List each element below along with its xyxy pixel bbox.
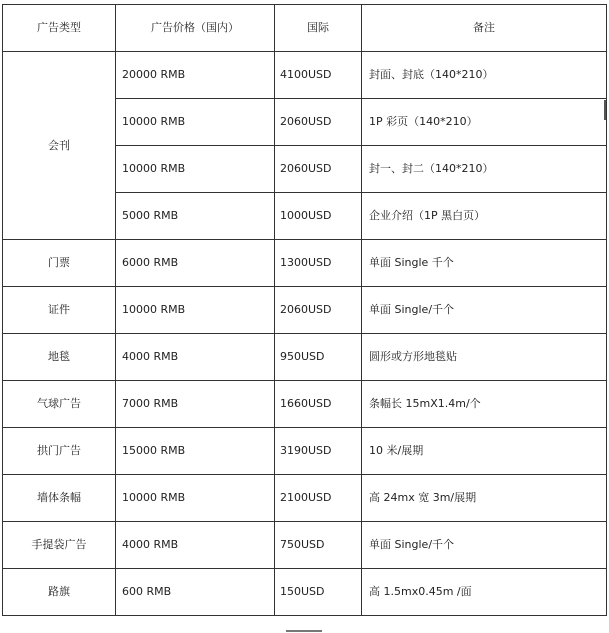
note-cell: 1P 彩页（140*210）: [362, 99, 607, 146]
ad-type-cell: 手提袋广告: [3, 522, 116, 569]
price-usd-cell: 750USD: [275, 522, 362, 569]
ad-type-cell: 气球广告: [3, 381, 116, 428]
ad-type-cell: 会刊: [3, 52, 116, 240]
table-row: [3, 475, 607, 522]
price-usd-cell: 2060USD: [275, 99, 362, 146]
price-usd-cell: 150USD: [275, 569, 362, 616]
note-cell: 圆形或方形地毯贴: [362, 334, 607, 381]
table-row: [3, 522, 607, 569]
note-cell: 单面 Single/千个: [362, 287, 607, 334]
header-international: 国际: [275, 5, 362, 52]
table-row: [3, 52, 607, 99]
price-cny-cell: 10000 RMB: [116, 146, 275, 193]
price-usd-cell: 2060USD: [275, 146, 362, 193]
header-ad-type: 广告类型: [3, 5, 116, 52]
ad-type-cell: 门票: [3, 240, 116, 287]
ad-type-cell: 路旗: [3, 569, 116, 616]
ad-type-cell: 墙体条幅: [3, 475, 116, 522]
price-usd-cell: 1660USD: [275, 381, 362, 428]
advertising-price-table: [2, 4, 607, 616]
price-usd-cell: 2060USD: [275, 287, 362, 334]
page-footer-mark: [286, 630, 322, 632]
table-row: [3, 240, 607, 287]
note-cell: 高 24mx 宽 3m/展期: [362, 475, 607, 522]
note-cell: 单面 Single 千个: [362, 240, 607, 287]
price-cny-cell: 10000 RMB: [116, 475, 275, 522]
price-usd-cell: 1300USD: [275, 240, 362, 287]
note-cell: 封面、封底（140*210）: [362, 52, 607, 99]
price-cny-cell: 10000 RMB: [116, 287, 275, 334]
note-cell: 10 米/展期: [362, 428, 607, 475]
price-cny-cell: 15000 RMB: [116, 428, 275, 475]
price-cny-cell: 600 RMB: [116, 569, 275, 616]
note-cell: 单面 Single/千个: [362, 522, 607, 569]
table-row: [3, 569, 607, 616]
price-usd-cell: 950USD: [275, 334, 362, 381]
price-usd-cell: 1000USD: [275, 193, 362, 240]
table-row: [3, 287, 607, 334]
price-cny-cell: 10000 RMB: [116, 99, 275, 146]
price-cny-cell: 20000 RMB: [116, 52, 275, 99]
price-cny-cell: 6000 RMB: [116, 240, 275, 287]
note-cell: 条幅长 15mX1.4m/个: [362, 381, 607, 428]
note-cell: 封一、封二（140*210）: [362, 146, 607, 193]
price-cny-cell: 7000 RMB: [116, 381, 275, 428]
price-usd-cell: 3190USD: [275, 428, 362, 475]
price-cny-cell: 4000 RMB: [116, 334, 275, 381]
table-row: [3, 428, 607, 475]
table-header-row: [3, 5, 607, 52]
price-usd-cell: 2100USD: [275, 475, 362, 522]
table-row: [3, 334, 607, 381]
note-cell: 企业介绍（1P 黑白页）: [362, 193, 607, 240]
header-price-domestic: 广告价格（国内）: [116, 5, 275, 52]
ad-type-cell: 拱门广告: [3, 428, 116, 475]
price-cny-cell: 5000 RMB: [116, 193, 275, 240]
price-cny-cell: 4000 RMB: [116, 522, 275, 569]
note-cell: 高 1.5mx0.45m /面: [362, 569, 607, 616]
ad-type-cell: 证件: [3, 287, 116, 334]
price-usd-cell: 4100USD: [275, 52, 362, 99]
table-edge-mark: [604, 100, 606, 120]
ad-type-cell: 地毯: [3, 334, 116, 381]
header-notes: 备注: [362, 5, 607, 52]
table-row: [3, 381, 607, 428]
